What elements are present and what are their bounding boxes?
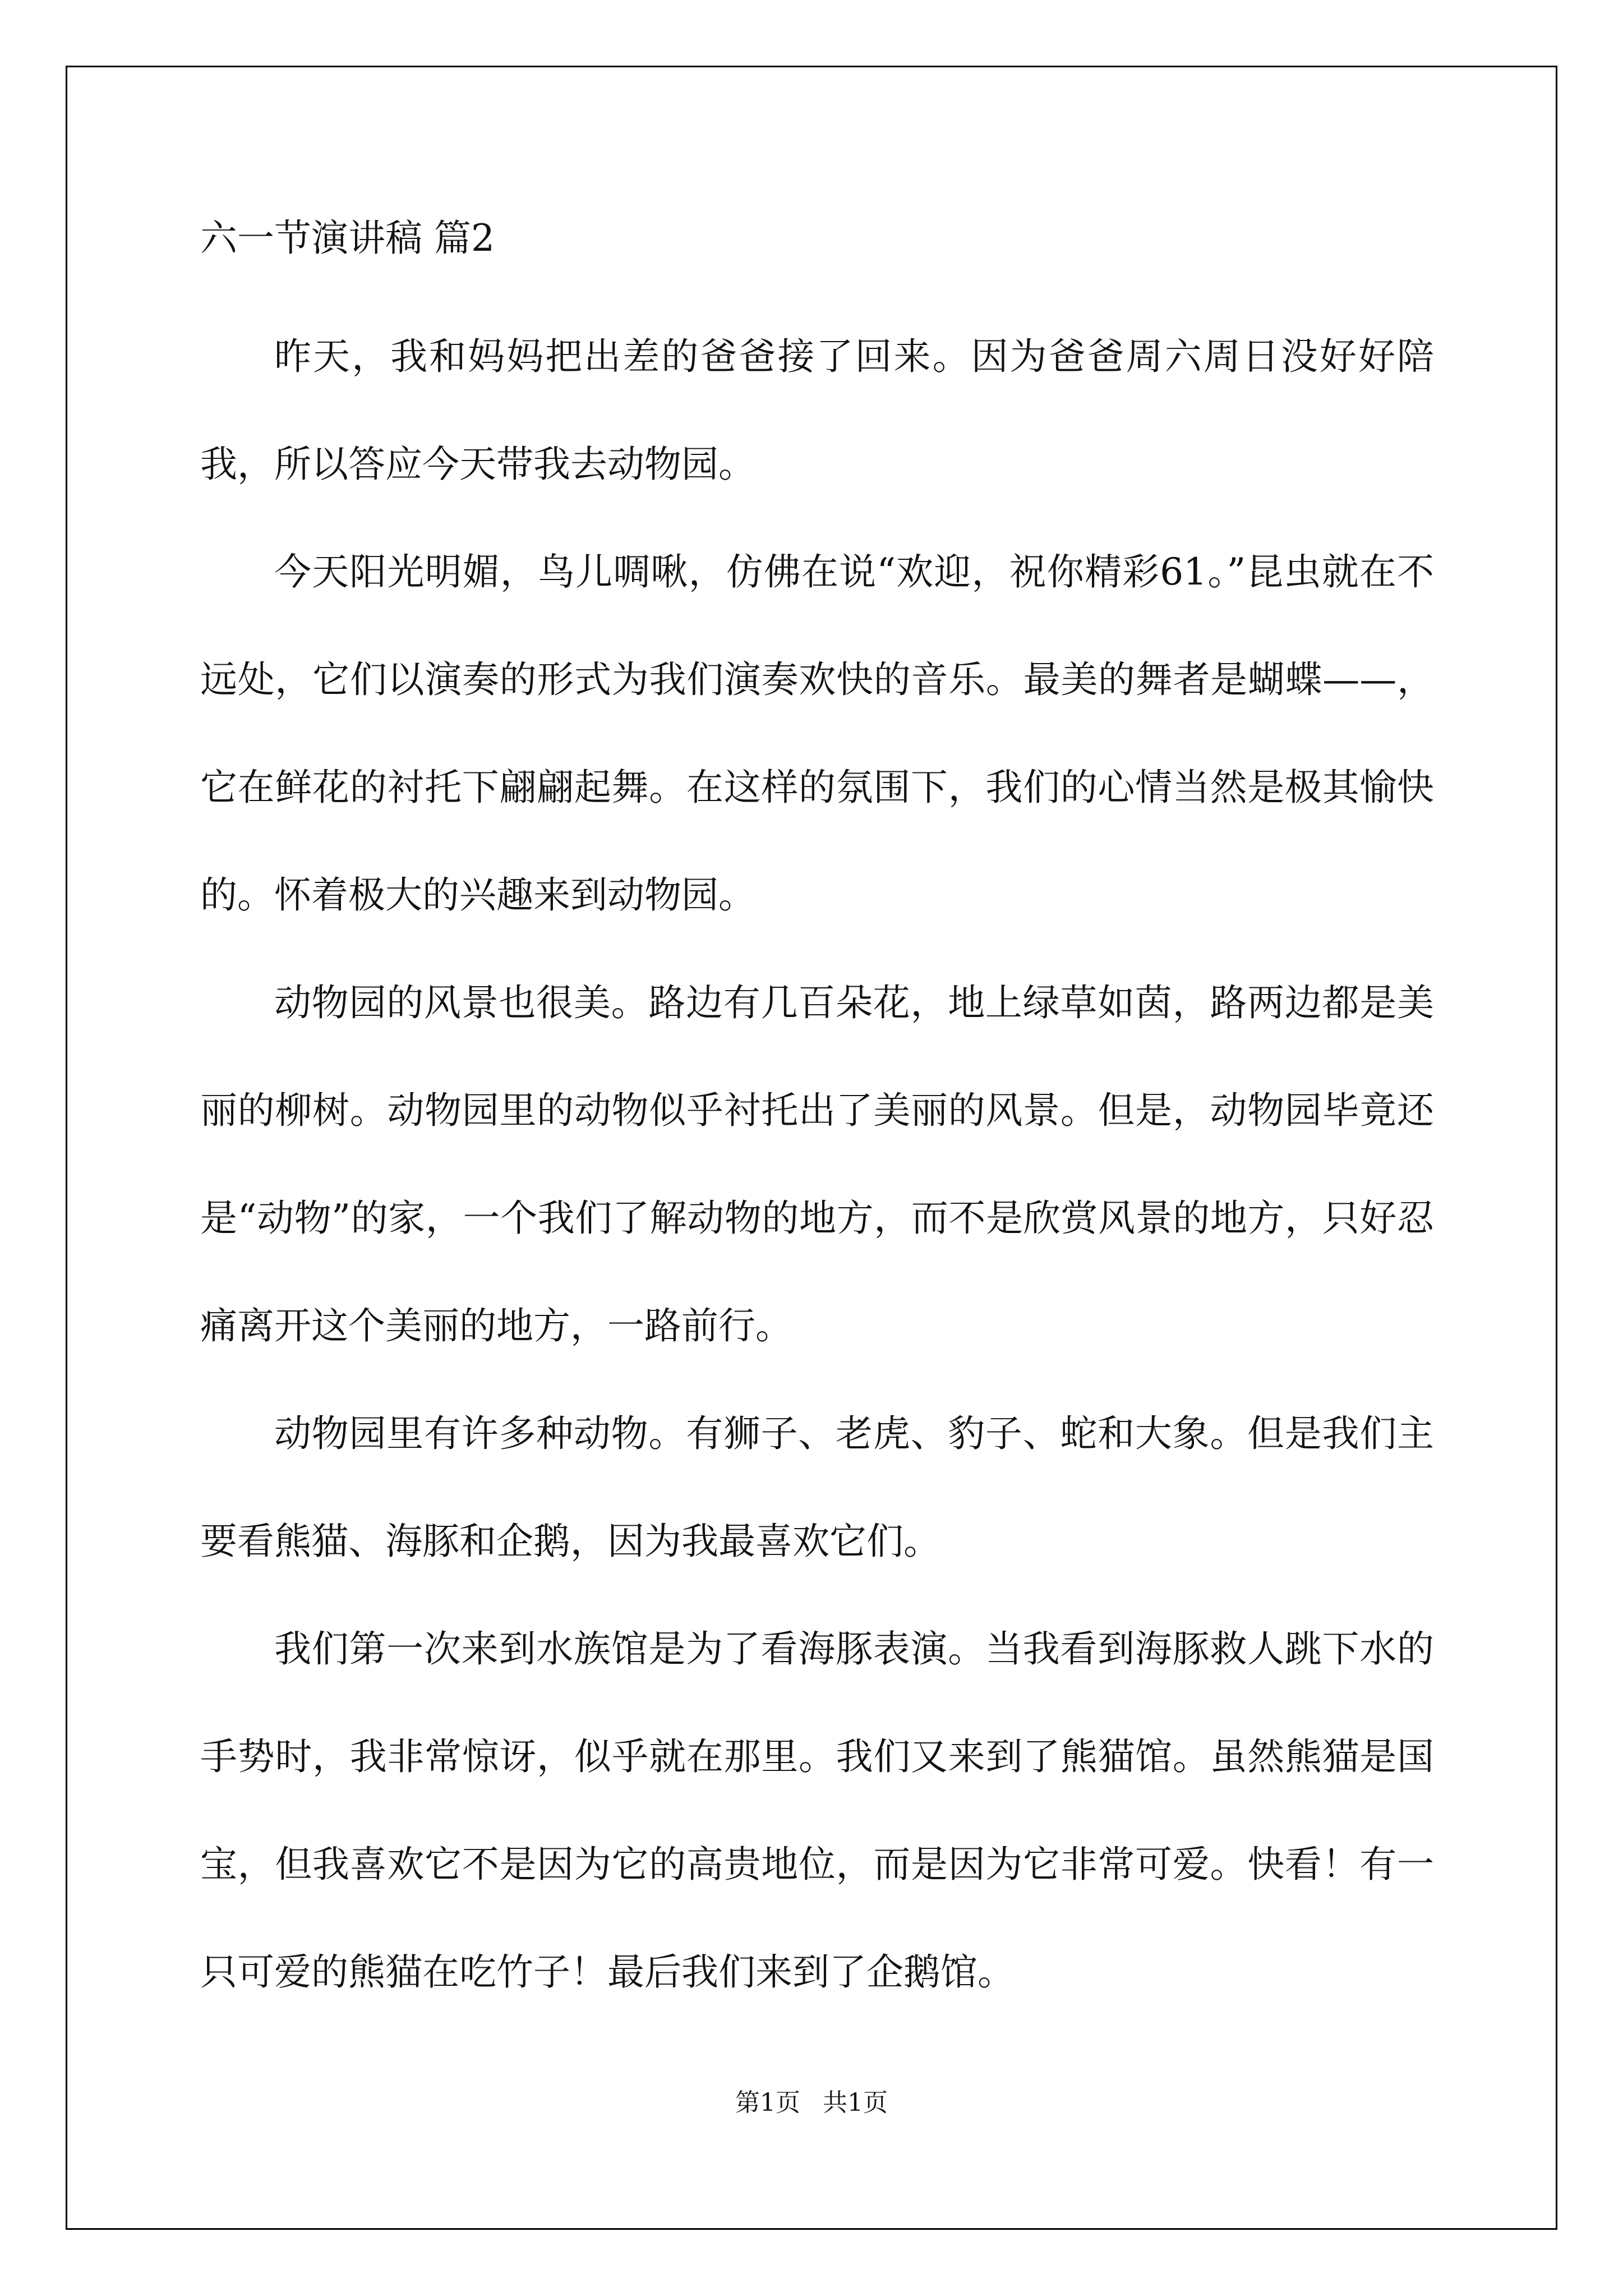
page-number-current: 第1页 [735,2088,800,2117]
page-number-total: 共1页 [823,2088,888,2117]
document-title: 六一节演讲稿 篇2 [200,217,495,260]
paragraph: 昨天，我和妈妈把出差的爸爸接了回来。因为爸爸周六周日没好好陪我，所以答应今天带我去动物园。 [200,335,1434,486]
paragraph: 我们第一次来到水族馆是为了看海豚表演。当我看到海豚救人跳下水的手势时，我非常惊讶，似乎就在那里。我们又来到了熊猫馆。虽然熊猫是国宝，但我喜欢它不是因为它的高贵地位，而是因为它非常可爱。快看！有一只可爱的熊猫在吃竹子！最后我们来到了企鹅馆。 [200,1627,1434,1994]
page-footer [0,2082,1623,2118]
document-body [200,213,1434,2026]
paragraph: 动物园的风景也很美。路边有几百朵花，地上绿草如茵，路两边都是美丽的柳树。动物园里的动物似乎衬托出了美丽的风景。但是，动物园毕竟还是“动物”的家，一个我们了解动物的地方，而不是欣赏风景的地方，只好忍痛离开这个美丽的地方，一路前行。 [200,981,1434,1347]
paragraph: 动物园里有许多种动物。有狮子、老虎、豹子、蛇和大象。但是我们主要看熊猫、海豚和企鹅，因为我最喜欢它们。 [200,1412,1434,1563]
paragraph: 今天阳光明媚，鸟儿啁啾，仿佛在说“欢迎，祝你精彩61。”昆虫就在不远处，它们以演奏的形式为我们演奏欢快的音乐。最美的舞者是蝴蝶——，它在鲜花的衬托下翩翩起舞。在这样的氛围下，我们的心情当然是极其愉快的。怀着极大的兴趣来到动物园。 [200,550,1434,917]
